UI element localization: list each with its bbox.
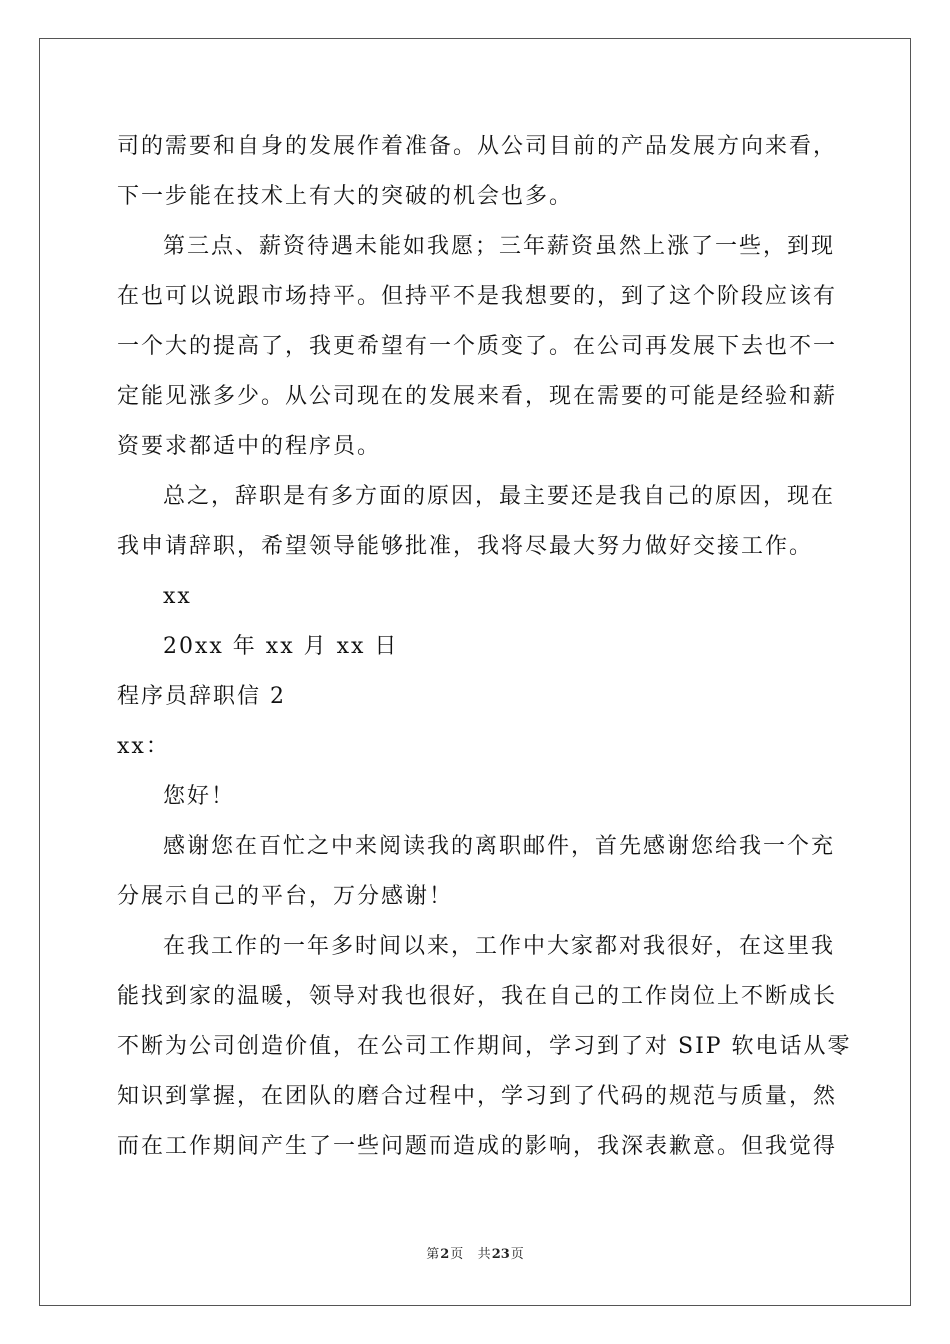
greeting: 您好！ [163,784,236,809]
text-line: 分展示自己的平台，万分感谢！ [117,884,454,909]
section-title: 程序员辞职信 2 [117,684,286,709]
text-line: 知识到掌握，在团队的磨合过程中，学习到了代码的规范与质量，然 [117,1084,838,1109]
footer-prefix: 第 [426,1247,440,1262]
paragraph-start-line: 感谢您在百忙之中来阅读我的离职邮件，首先感谢您给我一个充 [163,834,836,859]
signature-name: xx [163,584,192,609]
text-line: 定能见涨多少。从公司现在的发展来看，现在需要的可能是经验和薪 [117,384,838,409]
text-line: 一个大的提高了，我更希望有一个质变了。在公司再发展下去也不一 [117,334,838,359]
page-footer [0,1245,950,1265]
text-line: 在也可以说跟市场持平。但持平不是我想要的，到了这个阶段应该有 [117,284,838,309]
text-line: 不断为公司创造价值，在公司工作期间，学习到了对 SIP 软电话从零 [117,1034,852,1059]
current-page-number: 2 [440,1247,450,1262]
text-line: 能找到家的温暖，领导对我也很好，我在自己的工作岗位上不断成长 [117,984,838,1009]
text-line: 我申请辞职，希望领导能够批准，我将尽最大努力做好交接工作。 [117,534,814,559]
footer-page-word: 页 [450,1247,464,1262]
signature-date: 20xx 年 xx 月 xx 日 [163,634,399,659]
footer-total-prefix: 共 [477,1247,491,1262]
paragraph-start-line: 第三点、薪资待遇未能如我愿；三年薪资虽然上涨了一些，到现 [163,234,836,259]
text-line: 司的需要和自身的发展作着准备。从公司目前的产品发展方向来看， [117,134,838,159]
paragraph-start-line: 在我工作的一年多时间以来，工作中大家都对我很好，在这里我 [163,934,836,959]
footer-total-suffix: 页 [510,1247,524,1262]
total-page-count: 23 [491,1247,510,1262]
paragraph-start-line: 总之，辞职是有多方面的原因，最主要还是我自己的原因，现在 [163,484,836,509]
text-line: 而在工作期间产生了一些问题而造成的影响，我深表歉意。但我觉得 [117,1134,838,1159]
document-body [117,122,852,1172]
text-line: 资要求都适中的程序员。 [117,434,382,459]
salutation: xx： [117,734,170,759]
text-line: 下一步能在技术上有大的突破的机会也多。 [117,184,574,209]
